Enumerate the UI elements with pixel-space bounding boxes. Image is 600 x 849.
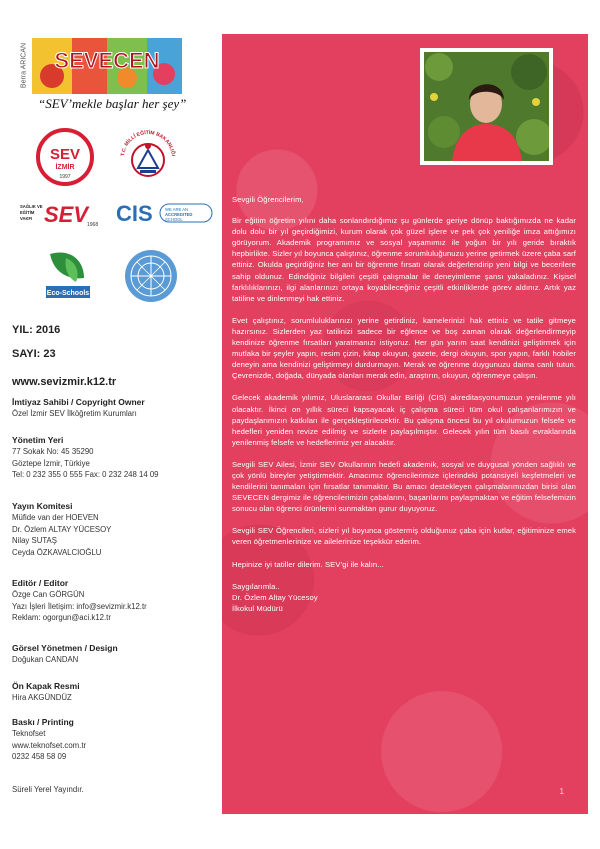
svg-text:Eco-Schools: Eco-Schools xyxy=(46,290,90,297)
credit-copyright: İmtiyaz Sahibi / Copyright Owner Özel İzmir SEV İlköğretim Kurumları xyxy=(12,397,145,418)
credit-cover: Ön Kapak Resmi Hira AKGÜNDÜZ xyxy=(12,681,80,702)
svg-text:İZMİR: İZMİR xyxy=(55,164,75,171)
website-link[interactable]: www.sevizmir.k12.tr xyxy=(12,376,117,388)
letter-paragraph: Hepinize iyi tatiller dilerim. SEV’gi ile kalın... xyxy=(232,559,384,569)
united-nations-emblem-icon xyxy=(118,246,184,306)
svg-text:SEV: SEV xyxy=(49,146,81,163)
credit-periodical-note: Süreli Yerel Yayındır. xyxy=(12,785,84,794)
svg-text:VAKFI: VAKFI xyxy=(20,216,33,221)
issue-year: YIL: 2016 xyxy=(12,324,61,336)
credit-committee: Yayın Komitesi Müfide van der HOEVEN Dr. Özlem ALTAY YÜCESOY Nilay SUTAŞ Ceyda ÖZKAVALCIOĞLU xyxy=(12,501,112,557)
credit-design: Görsel Yönetmen / Design Doğukan CANDAN xyxy=(12,643,118,664)
sevecen-logo xyxy=(32,38,182,94)
slogan: “SEV’mekle başlar her şey” xyxy=(38,96,187,111)
principal-photo xyxy=(420,48,553,165)
letter-paragraph: Gelecek akademik yılımız, Uluslararası Okullar Birliği (CIS) akreditasyonumuzun yenilenme yılı olacaktır. İkinci on yıllık süreci kapsayacak iç çalışma süreci tüm okul çalışanlarımızın ve paydaşlarımızın katkıları ile gerçekleştirilecektir. Bu çalışma öncesi bu yıl okulumuzun felsefe ve hedefleri yeniden revize edilmiş ve sizlerle paylaşılmıştır. Gelecek yılın tüm basılı evraklarında yenilenmiş felsefe ve hedeflerimiz yer alacaktır. xyxy=(232,393,576,447)
credit-printing: Baskı / Printing Teknofset www.teknofset.com.tr 0232 458 58 09 xyxy=(12,716,217,763)
svg-text:SCHOOL: SCHOOL xyxy=(165,217,183,222)
printer-website-link[interactable]: www.teknofset.com.tr xyxy=(12,740,87,750)
svg-text:CIS: CIS xyxy=(116,201,153,226)
masthead-column xyxy=(0,0,222,849)
principal-letter xyxy=(232,194,576,614)
cis-logo xyxy=(116,198,214,228)
svg-text:ACCREDITED: ACCREDITED xyxy=(165,212,193,217)
svg-text:1968: 1968 xyxy=(87,222,99,228)
credit-editor: Editör / Editor Özge Can GÖRGÜN Yazı İşleri İletişim: info@sevizmir.k12.tr Reklam: ogorgun@aci.k12.tr xyxy=(12,577,217,624)
letter-greeting: Sevgili Öğrencilerim, xyxy=(232,195,304,204)
sev-vakfi-logo xyxy=(20,196,106,230)
svg-text:WE ARE AN: WE ARE AN xyxy=(165,207,189,212)
issue-number: SAYI: 23 xyxy=(12,348,56,360)
meb-logo xyxy=(116,124,180,188)
page-number: 1 xyxy=(559,787,564,796)
sev-izmir-logo xyxy=(36,127,94,187)
letter-paragraph: Bir eğitim öğretim yılını daha sonlandırdığımız şu günlerde geriye dönüp baktığımızda ne kadar dolu dolu bir yıl geçirdiğimizi, kurum olarak çok güzel işlere ve pek çok yeniliğe imza attığımızı görüyorum. Akademik programımız ve sosyal yaşamımız ile yoğun bir yılı geride bıraktık hepbirlikte. Sizler yıl boyunca çalıştınız, öğrenme sorumluluğunuzu yerine getirmek üzere çaba sarf ettiniz. Okulda geçirdiğiniz her anı bir öğrenme fırsatı olarak değerlendirip yeni bilgi ve becerilere sahip oldunuz. Edindiğiniz bilgileri çeşitli çalışmalar ile deneyimleme şansı yakaladınız. Kişisel farklılıklarınızı, ilgi alanlarınızı ortaya koyabileceğiniz çeşitli etkinliklerde görev aldınız. Artık yaz tatiline ve dinlenmeyi hak ettiniz. xyxy=(232,216,576,303)
letter-closing: Saygılarımla.. xyxy=(232,581,280,591)
letter-paragraph: Sevgili SEV Ailesi, İzmir SEV Okullarının hedefi akademik, sosyal ve duygusal yönden sağlıklı ve çok yönlü bireyler yetiştirmektir. Amacımız öğrencilerimize içlerindeki potansiyeli keşfetmeleri ve kendilerini tanımaları için fırsatlar tanımaktır. Bu amacı destekleyen çalışmalarımızdan birisi olan SEVECEN dergimiz ile öğrencilerimizin çabalarını, başarılarını paylaşmaktan ve eğitim felsefemizin sonucu olan öğrenci ürünlerini sunmaktan gurur duyuyoruz. xyxy=(232,459,576,514)
svg-text:EĞİTİM: EĞİTİM xyxy=(20,210,35,215)
credit-management: Yönetim Yeri 77 Sokak No: 45 35290 Göztepe İzmir, Türkiye Tel: 0 232 355 0 555 Fax: 0 232 248 14 09 xyxy=(12,435,159,479)
logo-credit: Berra ARICAN xyxy=(20,42,28,89)
sevecen-logo-text: SEVECEN xyxy=(54,48,160,73)
svg-text:SAĞLIK VE: SAĞLIK VE xyxy=(20,204,43,209)
eco-schools-logo xyxy=(40,246,96,302)
svg-text:T.C. MİLLÎ EĞİTİM BAKANLIĞI: T.C. MİLLÎ EĞİTİM BAKANLIĞI xyxy=(120,129,176,157)
letter-paragraph: Sevgili SEV Öğrencileri, sizleri yıl boyunca göstermiş olduğunuz çaba için kutlar, eğitiminize emek veren öğretmenlerinize ve ailelerinize teşekkür ederim. xyxy=(232,526,576,547)
svg-text:1997: 1997 xyxy=(59,174,71,180)
signer-name: Dr. Özlem Altay Yücesoy xyxy=(232,592,318,602)
signer-title: İlkokul Müdürü xyxy=(232,603,283,613)
svg-text:SEV: SEV xyxy=(44,202,89,227)
editor-email-link[interactable]: Yazı İşleri İletişim: info@sevizmir.k12.tr xyxy=(12,601,147,611)
ads-email-link[interactable]: Reklam: ogorgun@aci.k12.tr xyxy=(12,613,111,622)
letter-panel xyxy=(222,34,588,814)
letter-paragraph: Evet çalıştınız, sorumluluklarınızı yerine getirdiniz, karnelerinizi hak ettiniz ve tatile gitmeye hazırsınız. Sizlerden yaz tatilinizi sadece bir eğlence ve boş zaman olarak değerlendirmeyip kendinize öğrenme fırsatları yaratmanızı istiyoruz. Her gün yarım saat kendinizi geliştirmek için mutlaka bir şeyler yapın, resim çizin, kitap okuyun, gazete, dergi okuyun, spor yapın, farklı hobiler deneyin ama kendinizi geliştirmeyi durdurmayın. Merak ve öğrenme duygunuzu daima canlı tutun. Çevrenizde, doğada, dünyada olanları merak edin, araştırın, okuyun, öğrenmeye çalışın. xyxy=(232,315,576,381)
